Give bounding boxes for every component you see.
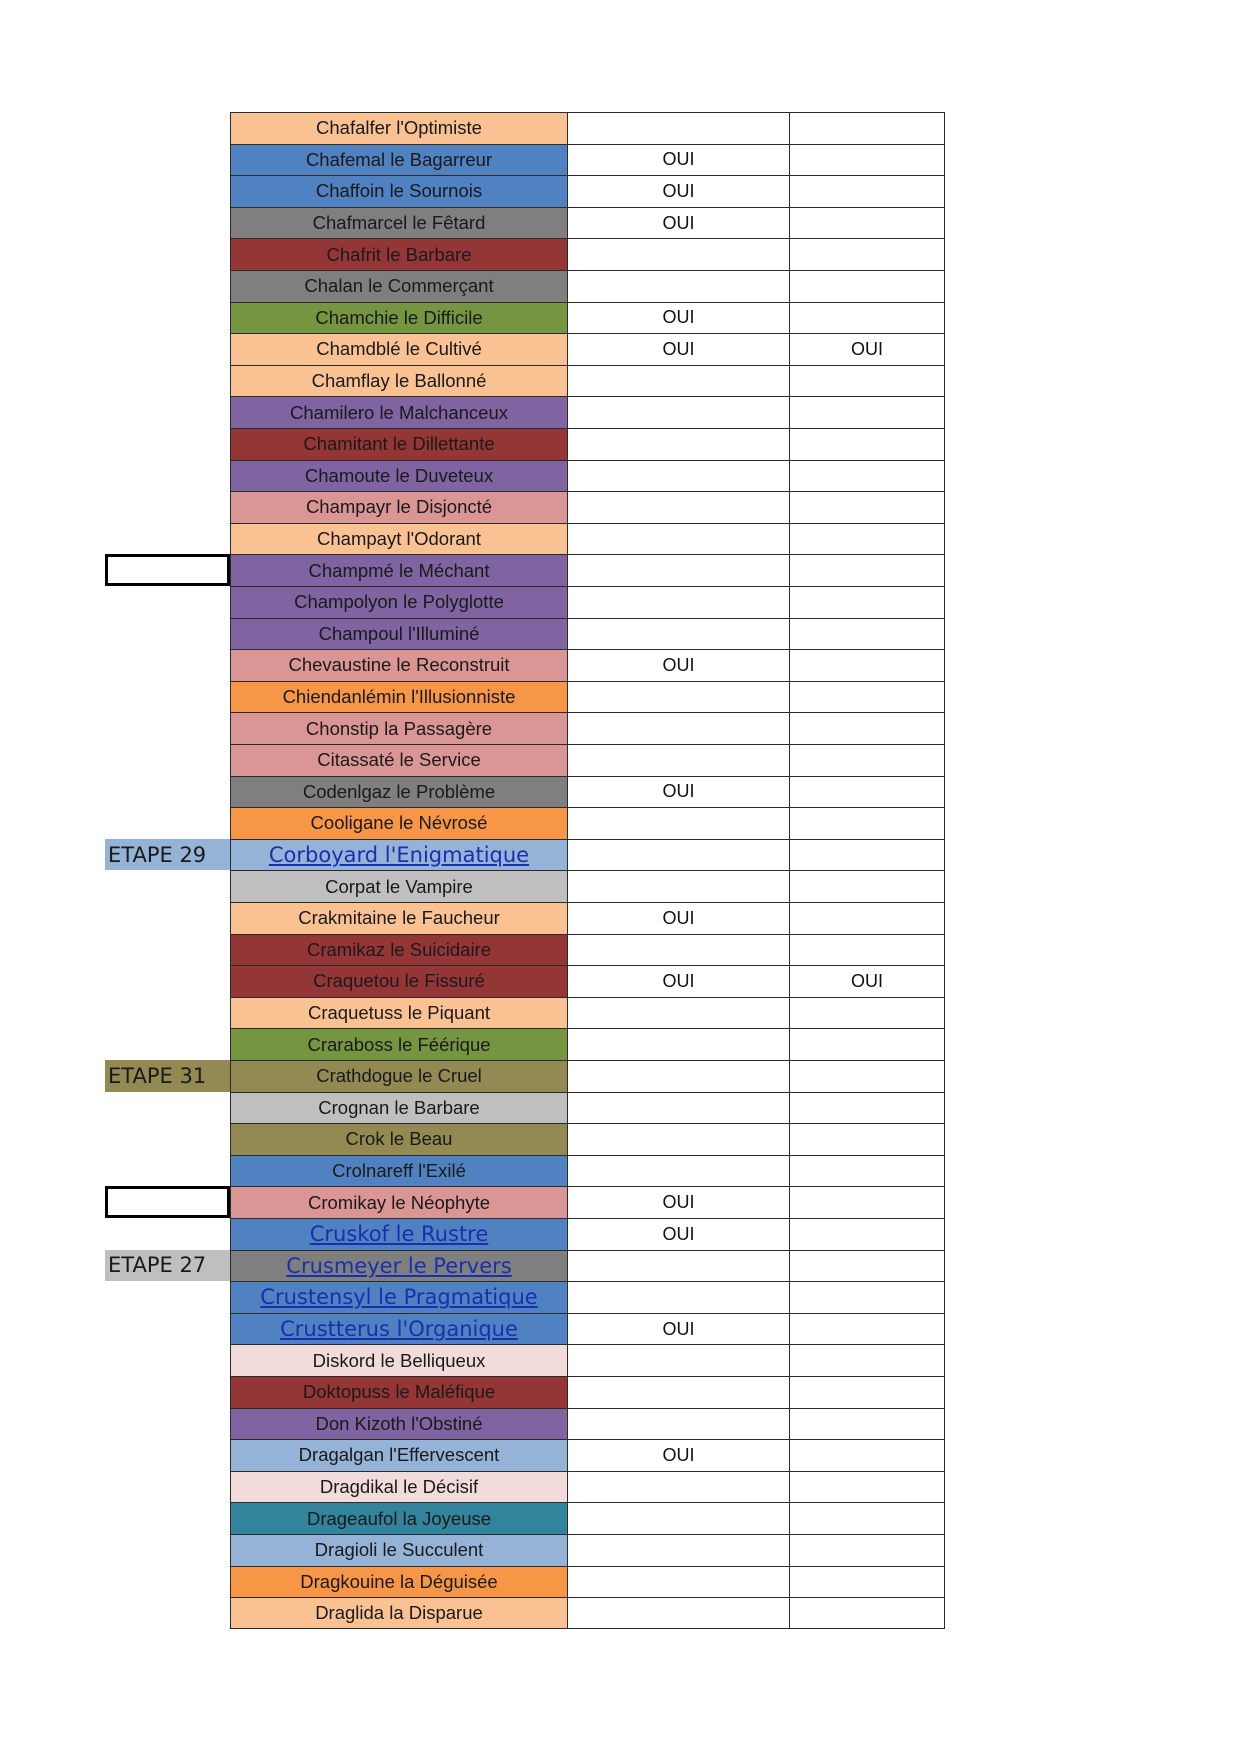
status-cell-2 [790,1534,945,1566]
status-cell-1 [568,1408,790,1440]
status-cell-2 [790,302,945,334]
table-row [0,1092,1241,1124]
table-row [0,1028,1241,1060]
table-row [0,460,1241,492]
status-cell-1 [568,1092,790,1124]
table-row [0,839,1241,871]
name-cell: Crakmitaine le Faucheur [230,902,568,934]
status-cell-2 [790,523,945,555]
status-cell-1 [568,712,790,744]
name-cell: Crognan le Barbare [230,1092,568,1124]
status-cell-1 [568,428,790,460]
name-cell: Crok le Beau [230,1123,568,1155]
status-cell-1 [568,238,790,270]
status-cell-1 [568,523,790,555]
status-cell-1: OUI [568,1218,790,1250]
name-cell: Champayt l'Odorant [230,523,568,555]
name-cell: Dragalgan l'Effervescent [230,1439,568,1471]
table-row [0,428,1241,460]
table-row [0,1439,1241,1471]
name-cell: Chafalfer l'Optimiste [230,112,568,144]
name-cell: Codenlgaz le Problème [230,776,568,808]
status-cell-1 [568,1502,790,1534]
status-cell-2 [790,207,945,239]
status-cell-2 [790,428,945,460]
status-cell-2 [790,1155,945,1187]
name-cell: Chonstip la Passagère [230,712,568,744]
status-cell-2 [790,1313,945,1345]
name-cell: Crathdogue le Cruel [230,1060,568,1092]
status-cell-1 [568,270,790,302]
table-row [0,1408,1241,1440]
empty-marker-box [105,1186,230,1218]
status-cell-2 [790,238,945,270]
status-cell-2 [790,554,945,586]
name-cell: Champmé le Méchant [230,554,568,586]
status-cell-2 [790,1250,945,1282]
status-cell-1 [568,1060,790,1092]
name-link-cell[interactable]: Crustterus l'Organique [230,1313,568,1345]
status-cell-2 [790,175,945,207]
name-cell: Chamdblé le Cultivé [230,333,568,365]
status-cell-1: OUI [568,1313,790,1345]
table-row [0,681,1241,713]
table-row [0,238,1241,270]
status-cell-1 [568,1471,790,1503]
status-cell-2 [790,491,945,523]
name-cell: Crolnareff l'Exilé [230,1155,568,1187]
table-row [0,902,1241,934]
status-cell-1 [568,1534,790,1566]
status-cell-2 [790,681,945,713]
name-cell: Chiendanlémin l'Illusionniste [230,681,568,713]
table-row [0,333,1241,365]
name-cell: Corpat le Vampire [230,870,568,902]
table-row [0,1597,1241,1629]
status-cell-1 [568,112,790,144]
table-row [0,807,1241,839]
name-cell: Dragdikal le Décisif [230,1471,568,1503]
name-cell: Dragioli le Succulent [230,1534,568,1566]
status-cell-1 [568,997,790,1029]
status-cell-2 [790,997,945,1029]
status-cell-2 [790,712,945,744]
name-cell: Chevaustine le Reconstruit [230,649,568,681]
table-row [0,1155,1241,1187]
status-cell-2 [790,1376,945,1408]
table-row [0,965,1241,997]
table-row [0,1502,1241,1534]
table-row [0,144,1241,176]
name-cell: Don Kizoth l'Obstiné [230,1408,568,1440]
name-cell: Craquetuss le Piquant [230,997,568,1029]
name-cell: Craraboss le Féérique [230,1028,568,1060]
status-cell-2 [790,902,945,934]
status-cell-2 [790,144,945,176]
status-cell-1 [568,1281,790,1313]
name-cell: Chamchie le Difficile [230,302,568,334]
name-cell: Chafmarcel le Fêtard [230,207,568,239]
status-cell-1: OUI [568,776,790,808]
status-cell-2 [790,1597,945,1629]
table-row [0,112,1241,144]
name-link-cell[interactable]: Corboyard l'Enigmatique [230,839,568,871]
status-cell-2 [790,744,945,776]
name-cell: Champolyon le Polyglotte [230,586,568,618]
table-row [0,270,1241,302]
table-row [0,618,1241,650]
name-cell: Chaffoin le Sournois [230,175,568,207]
table-row [0,997,1241,1029]
status-cell-1 [568,586,790,618]
status-cell-1 [568,1123,790,1155]
status-cell-1 [568,618,790,650]
status-cell-1: OUI [568,144,790,176]
status-cell-1: OUI [568,649,790,681]
status-cell-1 [568,1376,790,1408]
status-cell-1 [568,396,790,428]
table-row [0,207,1241,239]
name-cell: Chamitant le Dillettante [230,428,568,460]
name-cell: Chafrit le Barbare [230,238,568,270]
name-link-cell[interactable]: Crustensyl le Pragmatique [230,1281,568,1313]
table-row [0,1566,1241,1598]
status-cell-2 [790,1408,945,1440]
status-cell-2 [790,270,945,302]
status-cell-2: OUI [790,333,945,365]
name-cell: Citassaté le Service [230,744,568,776]
table-row [0,744,1241,776]
table-row [0,1376,1241,1408]
name-cell: Doktopuss le Maléfique [230,1376,568,1408]
table-row [0,491,1241,523]
status-cell-1 [568,1597,790,1629]
table-row [0,1250,1241,1282]
status-cell-1: OUI [568,207,790,239]
status-cell-1 [568,1566,790,1598]
etape-label: ETAPE 29 [105,839,230,871]
name-cell: Draglida la Disparue [230,1597,568,1629]
status-cell-1 [568,870,790,902]
status-cell-1: OUI [568,1439,790,1471]
status-cell-2 [790,1566,945,1598]
table-row [0,1218,1241,1250]
status-cell-1 [568,491,790,523]
status-cell-2 [790,1471,945,1503]
table-row [0,175,1241,207]
status-cell-2 [790,870,945,902]
status-cell-1: OUI [568,965,790,997]
name-cell: Drageaufol la Joyeuse [230,1502,568,1534]
status-cell-2 [790,586,945,618]
status-cell-1: OUI [568,302,790,334]
name-cell: Craquetou le Fissuré [230,965,568,997]
name-cell: Cromikay le Néophyte [230,1186,568,1218]
status-cell-2 [790,1439,945,1471]
status-cell-2 [790,1092,945,1124]
name-cell: Chamflay le Ballonné [230,365,568,397]
status-cell-2 [790,776,945,808]
table-row [0,1344,1241,1376]
name-cell: Cramikaz le Suicidaire [230,934,568,966]
status-cell-1 [568,744,790,776]
name-cell: Champoul l'Illuminé [230,618,568,650]
table-row [0,1534,1241,1566]
name-cell: Chamoute le Duveteux [230,460,568,492]
name-cell: Chalan le Commerçant [230,270,568,302]
status-cell-2 [790,1344,945,1376]
status-cell-1 [568,460,790,492]
status-cell-2 [790,618,945,650]
status-cell-2 [790,1060,945,1092]
status-cell-1 [568,1250,790,1282]
table-row [0,396,1241,428]
table-row [0,870,1241,902]
table-row [0,1313,1241,1345]
status-cell-2 [790,1186,945,1218]
name-cell: Chafemal le Bagarreur [230,144,568,176]
status-cell-1 [568,934,790,966]
table-row [0,1471,1241,1503]
status-cell-1 [568,807,790,839]
status-cell-2 [790,1028,945,1060]
status-cell-2 [790,807,945,839]
table-row [0,1123,1241,1155]
table-row [0,302,1241,334]
table-row [0,554,1241,586]
status-cell-1: OUI [568,902,790,934]
name-link-cell[interactable]: Crusmeyer le Pervers [230,1250,568,1282]
name-cell: Cooligane le Névrosé [230,807,568,839]
table-row [0,1186,1241,1218]
empty-marker-box [105,554,230,586]
status-cell-2 [790,1502,945,1534]
table-row [0,1060,1241,1092]
status-cell-1 [568,681,790,713]
name-cell: Dragkouine la Déguisée [230,1566,568,1598]
status-cell-1 [568,1028,790,1060]
status-cell-2 [790,396,945,428]
name-cell: Diskord le Belliqueux [230,1344,568,1376]
status-cell-2 [790,649,945,681]
status-cell-2 [790,112,945,144]
status-cell-1 [568,839,790,871]
name-cell: Champayr le Disjoncté [230,491,568,523]
table-row [0,649,1241,681]
status-cell-1: OUI [568,1186,790,1218]
status-cell-2 [790,460,945,492]
status-cell-1: OUI [568,175,790,207]
status-cell-1: OUI [568,333,790,365]
status-cell-2 [790,1218,945,1250]
name-cell: Chamilero le Malchanceux [230,396,568,428]
etape-label: ETAPE 27 [105,1250,230,1282]
table-row [0,365,1241,397]
status-cell-2 [790,365,945,397]
table-row [0,523,1241,555]
status-cell-1 [568,554,790,586]
status-cell-2 [790,934,945,966]
table-row [0,586,1241,618]
etape-label: ETAPE 31 [105,1060,230,1092]
status-cell-1 [568,1344,790,1376]
status-cell-2 [790,1123,945,1155]
status-cell-2 [790,1281,945,1313]
table-row [0,712,1241,744]
table-row [0,776,1241,808]
status-cell-1 [568,1155,790,1187]
status-cell-2: OUI [790,965,945,997]
name-link-cell[interactable]: Cruskof le Rustre [230,1218,568,1250]
status-cell-2 [790,839,945,871]
table-row [0,1281,1241,1313]
table-row [0,934,1241,966]
status-cell-1 [568,365,790,397]
